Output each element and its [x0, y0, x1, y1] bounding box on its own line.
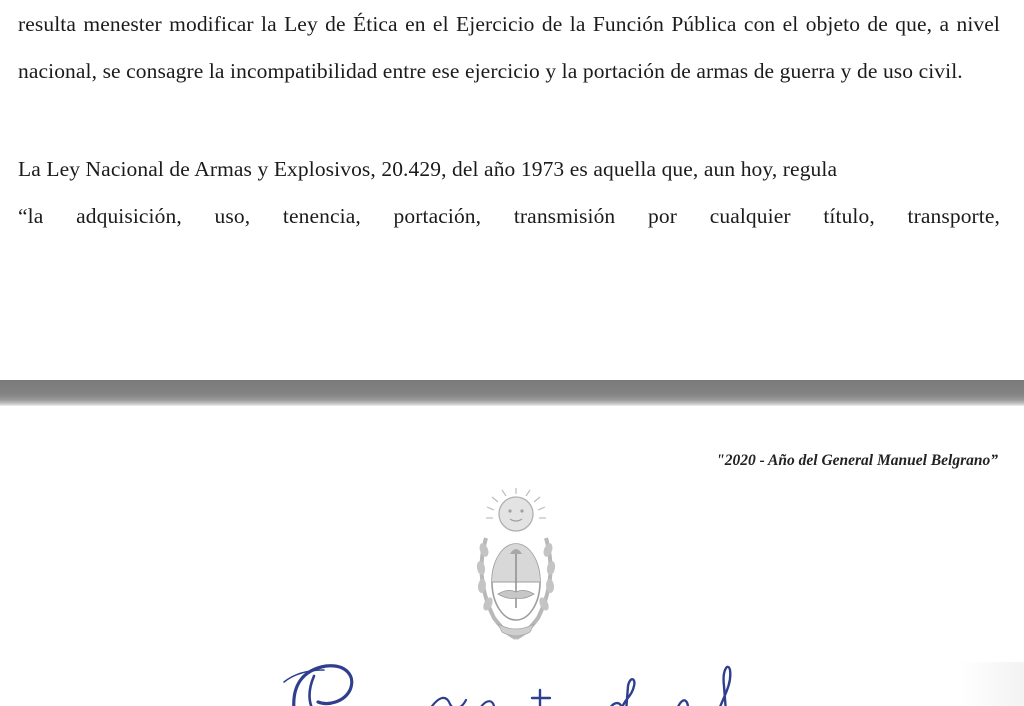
paragraph-2-line-2: “la adquisición, uso, tenencia, portación, transmisión por cualquier título, transporte, — [18, 204, 1000, 228]
signature-script-icon — [278, 656, 758, 706]
paragraph-1: resulta menester modificar la Ley de Ética en el Ejercicio de la Función Pública con el objeto de que, a nivel nacional, se consagre la incompatibilidad entre ese ejercicio y la portación de armas de guerra y de uso civil. — [18, 12, 1000, 83]
page-separator — [0, 380, 1024, 406]
year-header: "2020 - Año del General Manuel Belgrano” — [716, 452, 998, 469]
page-two — [0, 406, 1024, 706]
paragraph-2-line-1: La Ley Nacional de Armas y Explosivos, 20.429, del año 1973 es aquella que, aun hoy, regula — [18, 157, 838, 181]
paragraph-2 — [18, 146, 1000, 240]
page-edge-shadow — [960, 662, 1024, 706]
argentina-coat-of-arms-icon — [466, 488, 566, 648]
